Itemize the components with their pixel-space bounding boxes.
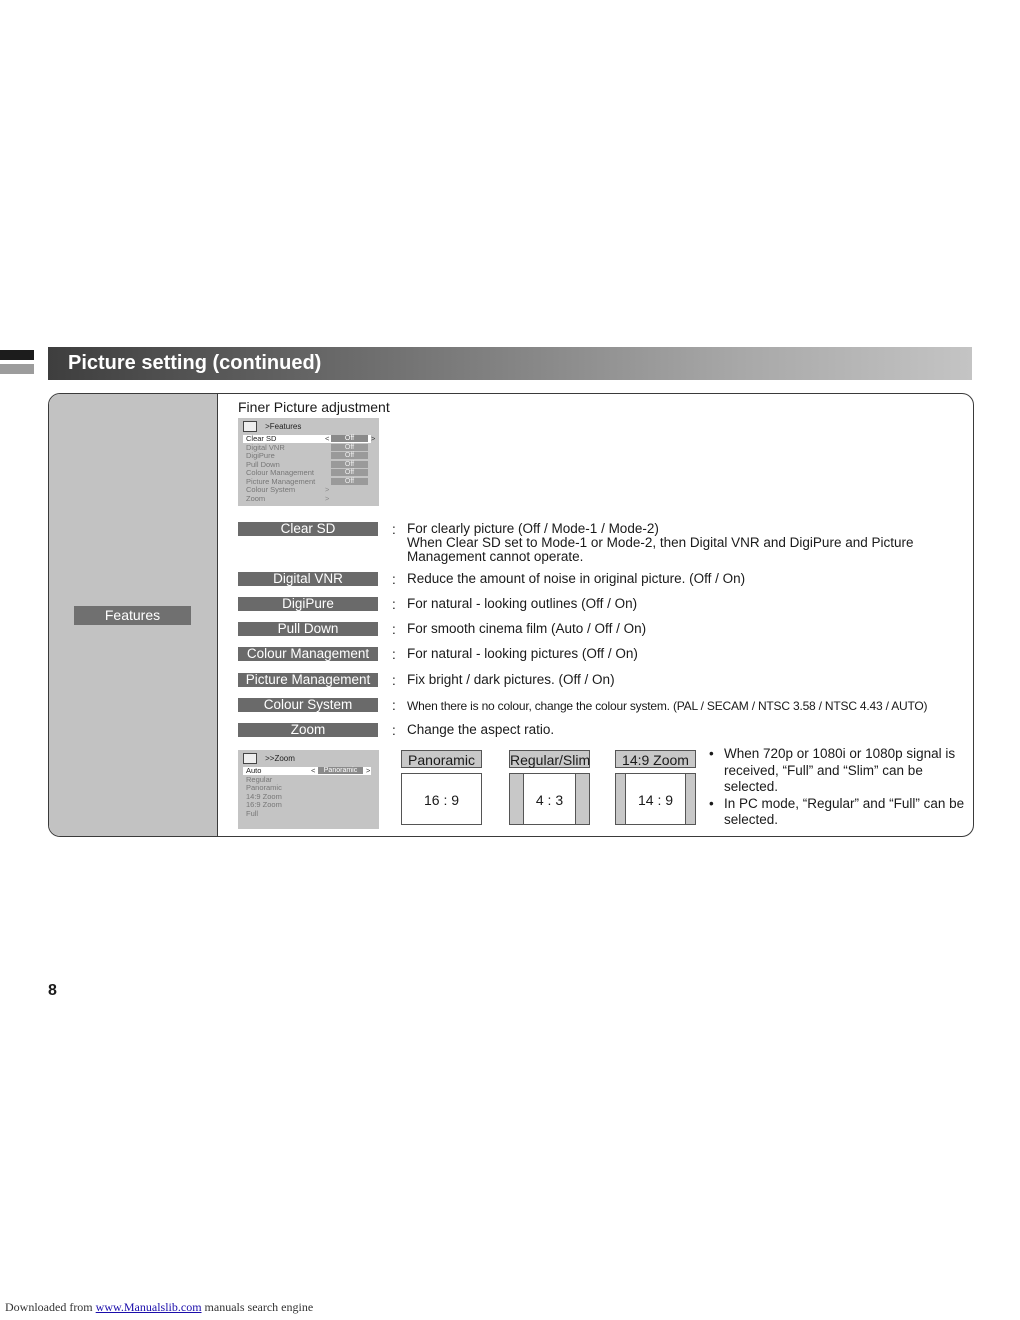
right-arrow-icon: > (366, 766, 371, 775)
label-zoom: Zoom (238, 723, 378, 737)
footer: Downloaded from www.Manualslib.com manuals search engine (5, 1300, 314, 1314)
osd-row-clear-sd: Clear SD < Off > (243, 435, 371, 443)
osd-row-auto: Auto < Panoramic > (243, 767, 371, 775)
aspect-label-regular-slim: Regular/Slim (510, 752, 591, 768)
colon: : (392, 698, 396, 713)
desc-picture-management: Fix bright / dark pictures. (Off / On) (407, 672, 615, 687)
osd-row-pull-down: Pull Down Off (243, 461, 371, 469)
colon: : (392, 522, 396, 537)
note-item: • When 720p or 1080i or 1080p signal is received, “Full” and “Slim” can be selected. (709, 746, 956, 794)
aspect-ratio-4-3: 4 : 3 (535, 792, 564, 808)
desc-colour-system: When there is no colour, change the colour system. (PAL / SECAM / NTSC 3.58 / NTSC 4.43 / AUTO) (407, 699, 928, 713)
colon: : (392, 723, 396, 738)
desc-pull-down: For smooth cinema film (Auto / Off / On) (407, 621, 647, 636)
osd-row-digipure: DigiPure Off (243, 452, 371, 460)
right-arrow-icon: > (371, 434, 376, 443)
osd-row-14-9-zoom: 14:9 Zoom (246, 791, 282, 801)
bullet: • (709, 746, 714, 761)
label-clear-sd: Clear SD (238, 522, 378, 536)
aspect-box-panoramic (401, 773, 482, 825)
osd-row-regular: Regular (246, 774, 273, 784)
zoom-notes (709, 746, 969, 829)
page-number: 8 (48, 982, 57, 999)
label-digipure: DigiPure (238, 597, 378, 611)
aspect-label-14-9-zoom: 14:9 Zoom (615, 750, 696, 768)
section-title: Finer Picture adjustment (238, 399, 390, 415)
page-title: Picture setting (continued) (68, 352, 322, 374)
colon: : (392, 622, 396, 637)
page-tab-marker-light (0, 364, 34, 374)
desc-colour-management: For natural - looking pictures (Off / On) (407, 646, 638, 661)
osd-picture-icon (243, 753, 257, 764)
label-colour-management: Colour Management (238, 647, 378, 661)
label-picture-management: Picture Management (238, 673, 378, 687)
osd-row-digital-vnr: Digital VNR Off (243, 444, 371, 452)
aspect-box-14-9-zoom (615, 773, 696, 825)
features-panel (48, 393, 974, 837)
page-tab-marker-dark (0, 350, 34, 360)
osd-picture-icon (243, 421, 257, 432)
aspect-ratio-14-9: 14 : 9 (637, 792, 674, 808)
osd-title: >>Zoom (265, 754, 295, 763)
manualslib-link[interactable]: www.Manualslib.com (95, 1300, 202, 1314)
left-column (49, 394, 218, 836)
features-osd-screen (238, 418, 379, 506)
desc-clear-sd: For clearly picture (Off / Mode-1 / Mode-2) When Clear SD set to Mode-1 or Mode-2, then Digital VNR and DigiPure and Picture Management cannot operate. (407, 521, 914, 564)
aspect-box-regular-slim (509, 773, 590, 825)
label-digital-vnr: Digital VNR (238, 572, 378, 586)
colon: : (392, 572, 396, 587)
zoom-osd-screen (238, 750, 379, 829)
aspect-label-panoramic: Panoramic (401, 750, 482, 768)
title-bar (48, 347, 972, 380)
bullet: • (709, 795, 714, 811)
desc-zoom: Change the aspect ratio. (407, 722, 555, 737)
osd-row-zoom: Zoom > (246, 493, 330, 503)
desc-digipure: For natural - looking outlines (Off / On) (407, 596, 638, 611)
label-pull-down: Pull Down (238, 622, 378, 636)
osd-header (243, 421, 301, 432)
aspect-ratio-16-9: 16 : 9 (423, 792, 460, 808)
note-item: • In PC mode, “Regular” and “Full” can be selected. (709, 795, 965, 827)
label-colour-system: Colour System (238, 698, 378, 712)
submenu-arrow-icon: > (325, 493, 330, 503)
submenu-arrow-icon: > (325, 485, 330, 494)
left-arrow-icon: < (311, 766, 316, 775)
osd-row-full: Full (246, 808, 259, 818)
osd-row-picture-management: Picture Management Off (243, 478, 371, 486)
osd-row-colour-management: Colour Management Off (243, 469, 371, 477)
features-label: Features (74, 606, 191, 625)
osd-row-colour-system: Colour System > (246, 485, 330, 494)
colon: : (392, 647, 396, 662)
left-arrow-icon: < (325, 434, 330, 443)
desc-digital-vnr: Reduce the amount of noise in original picture. (Off / On) (407, 571, 746, 586)
osd-header (243, 753, 295, 764)
osd-title: >Features (265, 422, 302, 431)
osd-row-16-9-zoom: 16:9 Zoom (246, 800, 282, 809)
colon: : (392, 673, 396, 688)
osd-row-panoramic: Panoramic (246, 783, 282, 792)
colon: : (392, 597, 396, 612)
